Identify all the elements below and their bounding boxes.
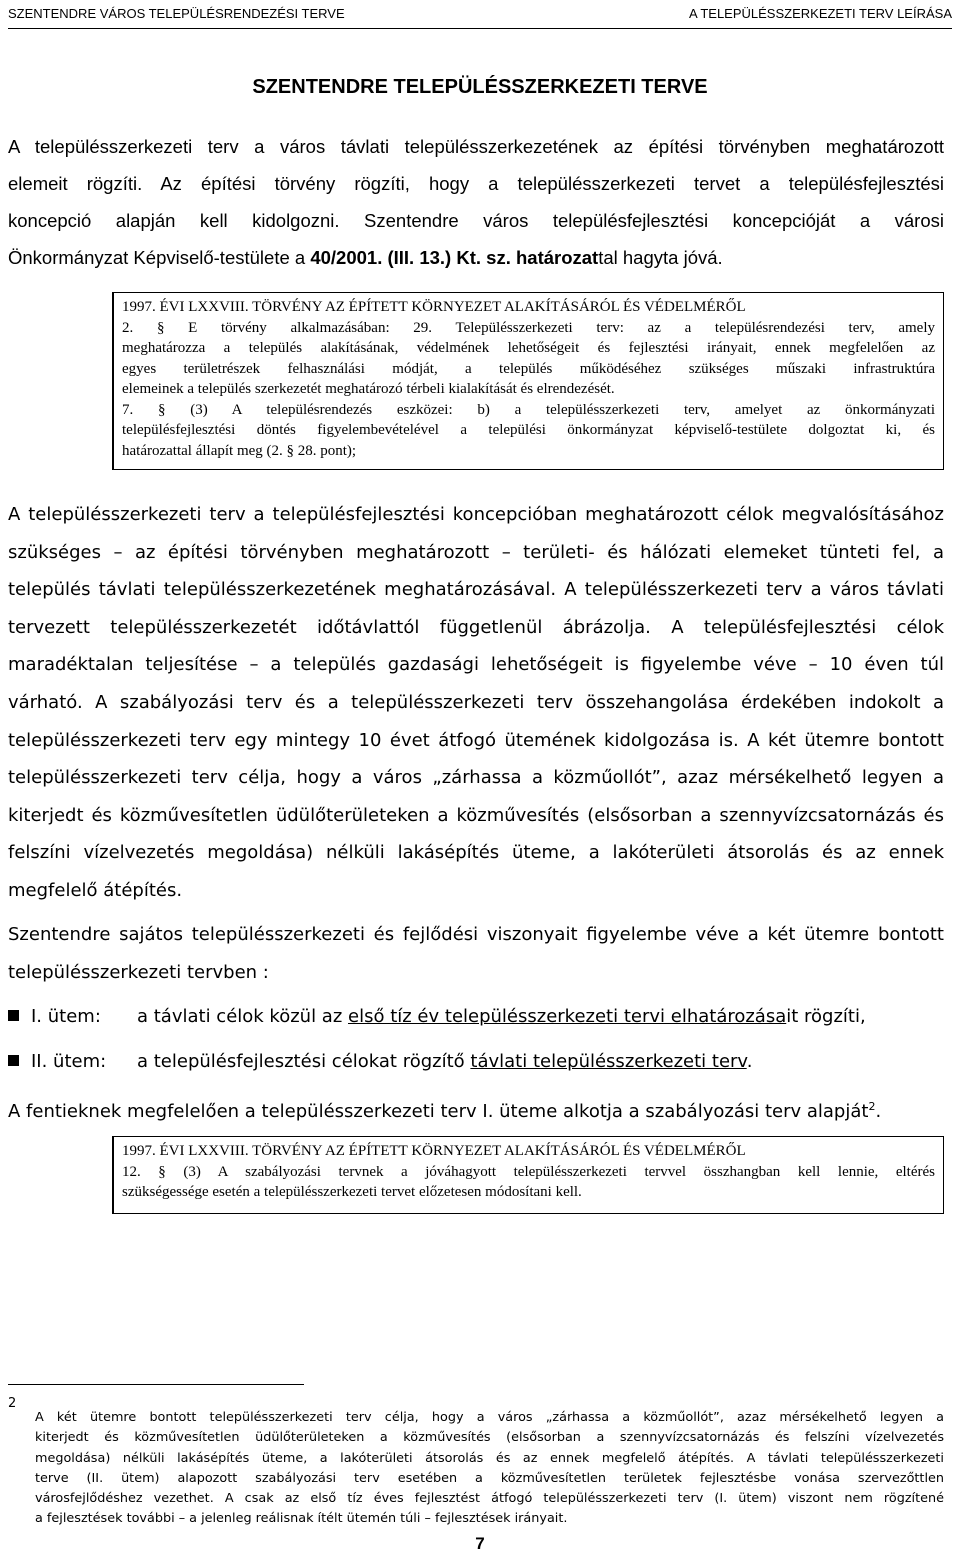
conclusion-text: A fentieknek megfelelően a településszerkezeti terv I. üteme alkotja a szabályozási terv alapját xyxy=(8,1101,869,1122)
law-line: egyes területrészek felhasználási módját, a település működéséhez szükséges műszaki infrastruktúra xyxy=(122,360,935,377)
resolution-number: 40/2001. (III. 13.) Kt. sz. határozat xyxy=(310,247,599,268)
body-line: településszerkezeti tervben : xyxy=(8,961,269,983)
square-bullet-icon xyxy=(8,1055,19,1066)
header-right: A TELEPÜLÉSSZERKEZETI TERV LEÍRÁSA xyxy=(689,6,952,21)
footnote-mark: 2 xyxy=(8,1396,17,1411)
body-line: várható. A szabályozási terv és a településszerkezeti terv összehangolása érdekében indokolt a xyxy=(8,691,944,713)
intro-line: elemeit rögzíti. Az építési törvény rögzíti, hogy a településszerkezeti tervet a településfejlesztési xyxy=(8,173,944,194)
conclusion-end: . xyxy=(875,1101,882,1122)
intro-line xyxy=(8,239,944,276)
stage-text: a távlati célok közül az xyxy=(137,1006,349,1027)
intro-paragraph xyxy=(8,128,944,276)
body-line: kiterjedt és közművesítetlen üdülőterületeken a közművesítés (elsősorban a szennyvízcsatornázás és xyxy=(8,804,944,826)
stage-emphasis: távlati településszerkezeti terv xyxy=(470,1050,747,1072)
stage-label: II. ütem: xyxy=(31,1050,107,1072)
conclusion-paragraph xyxy=(8,1088,944,1126)
body-line: Szentendre sajátos településszerkezeti és fejlődési viszonyait figyelembe véve a két ütemre bontott xyxy=(8,924,944,945)
conclusion-line xyxy=(8,1088,944,1126)
body-line: tervezett településszerkezetét időtávlattól függetlenül ábrázolja. A településfejlesztési célok xyxy=(8,616,944,638)
law-line: meghatározza a település alakításának, védelmének lehetőségeit és fejlesztési irányait, ennek megfelelően az xyxy=(122,340,935,356)
law-line: településfejlesztési döntés figyelembevételével a települési önkormányzat képviselő-testülete dolgoztat ki, és xyxy=(122,422,935,438)
footnote-line: megoldása) nélküli lakásépítés üteme, a lakóterületi átsorolás és az ennek megfelelő átépítés. A távlati településszerkezeti xyxy=(35,1450,944,1466)
footnote-line: A két ütemre bontott településszerkezeti terv célja, hogy a város „zárhassa a közműollót”, azaz mérsékelhető legyen a xyxy=(35,1410,944,1425)
intro-text: Önkormányzat Képviselő-testülete a xyxy=(8,247,311,268)
stage-item xyxy=(8,1043,944,1081)
header-rule xyxy=(8,28,952,29)
stage-label: I. ütem: xyxy=(31,1006,101,1027)
stage-list xyxy=(8,998,944,1080)
body-line: település távlati településszerkezetének meghatározásával. A településszerkezeti terv a város távlati xyxy=(8,579,944,601)
body-line: településszerkezeti terv egy mintegy 10 évet átfogó ütemének kidolgozása is. A két ütemre bontott xyxy=(8,729,944,751)
header-left: SZENTENDRE VÁROS TELEPÜLÉSRENDEZÉSI TERVE xyxy=(8,6,345,21)
law-line: határozattal állapít meg (2. § 28. pont); xyxy=(122,442,357,459)
body-line: maradéktalan teljesítése – a település gazdasági lehetőségeit is figyelembe véve – 10 éven túl xyxy=(8,654,944,676)
body-line: szükséges – az építési törvényben meghatározott – területi- és hálózati elemeket tünteti fel, a xyxy=(8,541,944,563)
law-title: 1997. ÉVI LXXVIII. TÖRVÉNY AZ ÉPÍTETT KÖRNYEZET ALAKÍTÁSÁRÓL ÉS VÉDELMÉRŐL xyxy=(122,299,746,315)
page-number: 7 xyxy=(475,1534,485,1553)
footnote-line: kiterjedt és közművesítetlen üdülőterületeken a közművesítés (elsősorban a szennyvízcsatornázás és felszíni vízelvezetés xyxy=(35,1430,944,1446)
footnote-rule xyxy=(8,1384,304,1385)
footnote-line: városfejlődéshez vezethet. A csak az első tíz éves fejlesztést átfogó településszerkezeti terv (I. ütem) viszont nem rögzítené xyxy=(35,1491,944,1507)
body-line: A településszerkezeti terv a településfejlesztési koncepcióban meghatározott célok megvalósításához xyxy=(8,504,944,525)
law-line: szükségessége esetén a településszerkezeti tervet előzetesen módosítani kell. xyxy=(122,1184,582,1200)
law-title: 1997. ÉVI LXXVIII. TÖRVÉNY AZ ÉPÍTETT KÖRNYEZET ALAKÍTÁSÁRÓL ÉS VÉDELMÉRŐL xyxy=(122,1143,746,1159)
footnote-line: terve (II. ütem) alapozott szabályozási terv esetében a közművesítetlen területek fejlesztésbe vonása szervezőttlen xyxy=(35,1470,944,1486)
body-line: településszerkezeti terv célja, hogy a város „zárhassa a közműollót”, azaz mérsékelhető legyen a xyxy=(8,767,944,789)
page-header xyxy=(8,6,952,28)
body-paragraph xyxy=(8,496,944,910)
body-paragraph-2 xyxy=(8,916,944,991)
body-line: megfelelő átépítés. xyxy=(8,879,183,901)
body-line: felszíni vízelvezetés megoldása) nélküli lakásépítés üteme, a lakóterületi átsorolás és az ennek xyxy=(8,842,944,864)
law-line: 2. § E törvény alkalmazásában: 29. Településszerkezeti terv: az a településrendezési terv, amely xyxy=(122,319,935,336)
law-line: 12. § (3) A szabályozási tervnek a jóváhagyott településszerkezeti tervvel összhangban kell lennie, eltérés xyxy=(122,1163,935,1180)
intro-line: A településszerkezeti terv a város távlati településszerkezetének az építési törvényben meghatározott xyxy=(8,136,944,157)
law-quote-box-2 xyxy=(112,1136,944,1214)
law-quote-box-1 xyxy=(112,292,944,470)
stage-item xyxy=(8,998,944,1036)
stage-emphasis: első tíz év településszerkezeti tervi elhatározása xyxy=(348,1006,787,1027)
intro-line: koncepció alapján kell kidolgozni. Szentendre város településfejlesztési koncepcióját a városi xyxy=(8,210,944,231)
stage-text-end: it rögzíti, xyxy=(786,1006,866,1027)
footnote-ref[interactable]: 2 xyxy=(868,1100,876,1113)
page-title: SZENTENDRE TELEPÜLÉSSZERKEZETI TERVE xyxy=(252,76,708,98)
footnote-text xyxy=(35,1408,944,1530)
law-line: elemeinek a település szerkezetét meghatározó térbeli kialakítását és elrendezését. xyxy=(122,381,615,397)
intro-text-tail: tal hagyta jóvá. xyxy=(598,247,723,268)
law-line: 7. § (3) A településrendezés eszközei: b) a településszerkezeti terv, amelyet az önkormányzati xyxy=(122,401,935,418)
stage-text: a településfejlesztési célokat rögzítő xyxy=(137,1050,471,1072)
square-bullet-icon xyxy=(8,1010,19,1021)
stage-text-end: . xyxy=(746,1050,753,1072)
footnote-line: a fejlesztések további – a jelenleg reálisnak ítélt ütemén túli – fejlesztések irányait. xyxy=(35,1511,568,1527)
